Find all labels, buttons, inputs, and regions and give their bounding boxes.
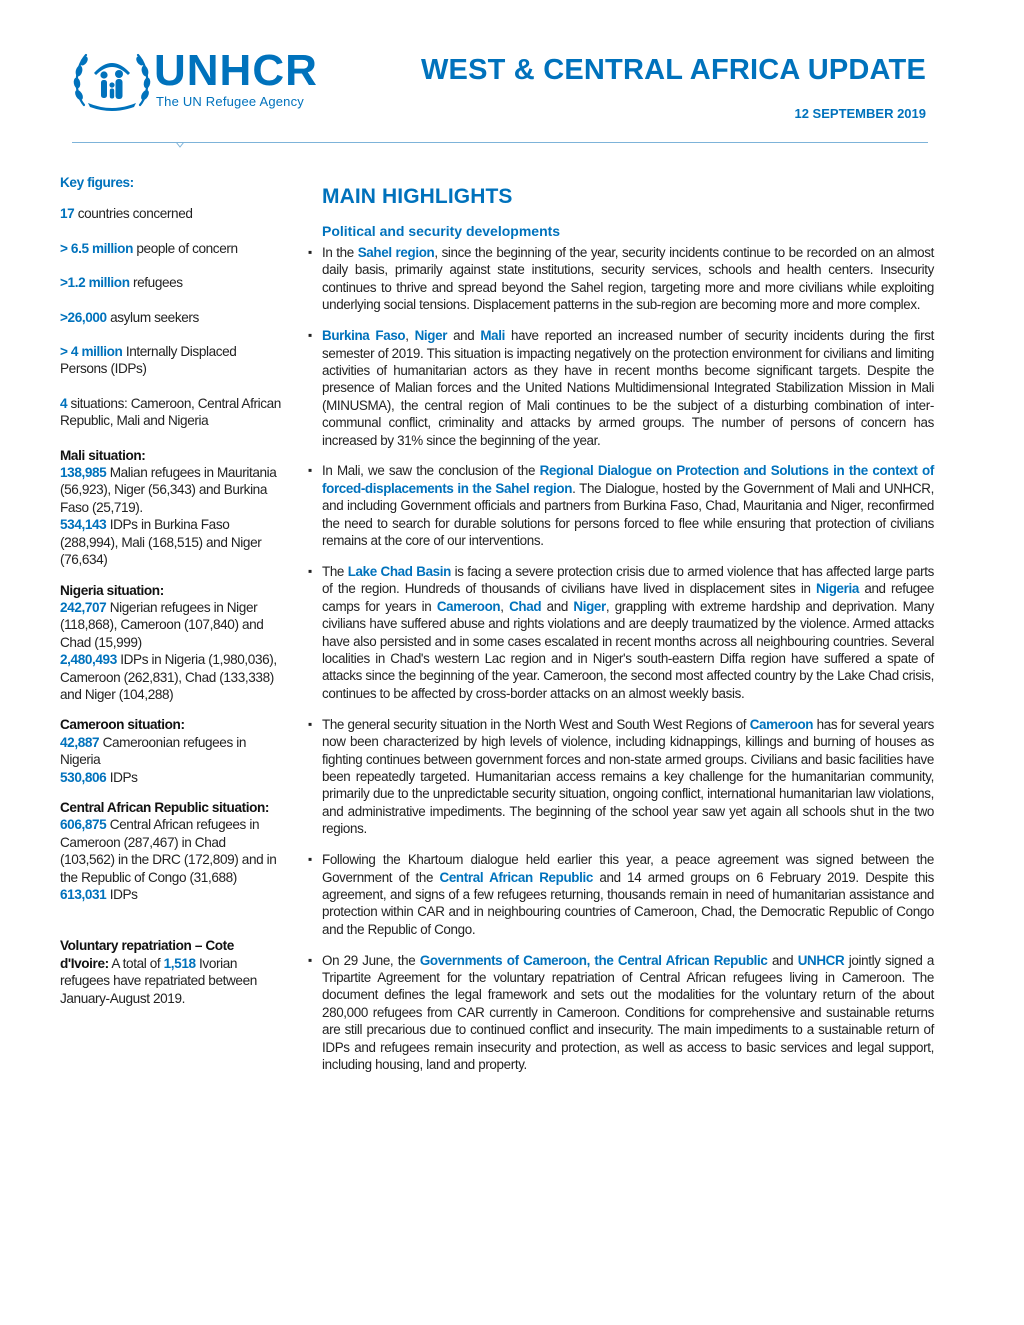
highlighted-term: Cameroon <box>749 716 814 732</box>
key-figure-value: >1.2 million <box>60 275 130 291</box>
key-figures-sidebar <box>60 172 282 1007</box>
paragraph-text: and 14 armed groups on 6 February 2019. Despite this agreement, and signs of a few refugees returning, thousands remain in need of humanitarian assistance and protection within CAR and in neighbouring countries of Cameroon, Chad, the Democratic Republic of Congo and the Republic of Congo. <box>322 869 935 937</box>
paragraph-text: has for several years now been characterized by high levels of violence, including kidnappings, killings and burning of houses as fighting continues between government forces and non-state armed groups. Civilians and basic facilities have been repeatedly targeted. Humanitarian access remains a key challenge for the humanitarian community, primarily due to the unpredictable security situation, ongoing conflict, international humanitarian law violations, and administrative impediments. The beginning of the school year saw yet again all schools shut in the two regions. <box>322 716 934 837</box>
logo-tagline: The UN Refugee Agency <box>156 94 305 109</box>
key-figure-item <box>60 205 282 222</box>
situation-title: Cameroon situation: <box>60 717 185 733</box>
situation-block <box>60 716 282 786</box>
logo-wordmark: UNHCR <box>154 46 318 95</box>
highlighted-term: Niger <box>573 598 606 614</box>
situation-line <box>60 734 282 769</box>
situation-value: 2,480,493 <box>60 652 117 668</box>
situation-text: IDPs in Nigeria (1,980,036), Cameroon (262,831), Chad (133,338) and Niger (104,288) <box>60 652 277 702</box>
bullet-square-icon: ▪ <box>308 463 312 478</box>
key-figure-label: Internally Displaced Persons (IDPs) <box>60 344 237 377</box>
paragraph-text: is facing a severe protection crisis due to armed violence that has affected large parts of the region. Hundreds of thousands of civilians have lived in displacement sites in <box>322 564 934 597</box>
key-figure-label: countries concerned <box>74 206 193 222</box>
situation-title: Central African Republic situation: <box>60 799 270 815</box>
paragraph-text: In Mali, we saw the conclusion of the <box>322 463 540 479</box>
paragraph-text: and refugee camps for years in <box>322 581 935 614</box>
key-figure-value: > 6.5 million <box>60 240 133 256</box>
section-subheading: Political and security developments <box>322 223 561 239</box>
repatriation-value: 1,518 <box>163 955 196 971</box>
repatriation-block <box>60 937 282 1007</box>
key-figure-value: 17 <box>60 206 75 222</box>
bullet-square-icon: ▪ <box>308 564 312 578</box>
section-title: MAIN HIGHLIGHTS <box>322 185 513 208</box>
bullet-square-icon: ▪ <box>308 245 312 259</box>
divider-notch-icon <box>176 142 184 148</box>
situation-text: IDPs in Burkina Faso (288,994), Mali (168,515) and Niger (76,634) <box>60 517 262 568</box>
key-figure-item <box>60 395 282 430</box>
situation-text: Central African refugees in Cameroon (287,467) in Chad (103,562) in the DRC (172,809) and in the Republic of Congo (31,688) <box>60 817 277 885</box>
paragraph-text: , <box>405 328 415 344</box>
paragraph-text: and <box>447 328 481 344</box>
paragraph-text: , <box>500 598 510 614</box>
situation-line <box>60 651 282 703</box>
paragraph-text: The general security situation in the North West and South West Regions of <box>322 716 750 732</box>
situation-line <box>60 886 282 903</box>
highlighted-term: Chad <box>509 598 542 614</box>
situation-line <box>60 464 282 516</box>
situation-text: IDPs <box>106 769 138 785</box>
repatriation-title: Voluntary repatriation – Cote d'Ivoire: <box>60 938 234 971</box>
highlighted-term: Burkina Faso <box>322 328 406 344</box>
document-title: WEST & CENTRAL AFRICA UPDATE <box>420 54 926 86</box>
paragraph-text: and <box>541 598 574 614</box>
paragraph-text: . The Dialogue, hosted by the Government of Mali and UNHCR, and including Government officials and partners from Burkina Faso, Chad, Mauritania and Niger, reconfirmed the need to search for durable solutions for persons forced to flee while ensuring that protection of civilians remains at the core of our interventions. <box>322 480 934 549</box>
key-figure-value: 4 <box>60 395 68 411</box>
laurel-family-emblem-icon <box>72 45 152 113</box>
repatriation-text-post: Ivorian refugees have repatriated between January-August 2019. <box>60 955 257 1006</box>
unhcr-logo <box>72 45 342 115</box>
bullet-square-icon: ▪ <box>308 716 312 731</box>
highlight-paragraph <box>308 952 934 1074</box>
main-highlights-section <box>308 185 935 1087</box>
key-figure-item <box>60 309 282 326</box>
document-date: 12 SEPTEMBER 2019 <box>794 106 926 121</box>
situation-line <box>60 599 282 651</box>
paragraph-text: and <box>767 952 798 968</box>
situation-value: 242,707 <box>60 599 107 615</box>
key-figure-value: > 4 million <box>60 344 123 360</box>
paragraph-text: have reported an increased number of security incidents during the first semester of 2019. This situation is impacting negatively on the protection environment for civilians and limiting activities of humanitarian actors as they have in recent months become significant targets. Despite the presence of Malian forces and the United Nations Multidimensional Integrated Stabilization Mission in Mali (MINUSMA), the central region of Mali continues to be the subject of a disturbing combination of inter-communal conflict, criminality and attacks by armed groups. The number of persons of concern has increased by 31% since the beginning of the year. <box>322 328 934 448</box>
highlighted-term: Lake Chad Basin <box>347 564 451 579</box>
paragraph-text: jointly signed a Tripartite Agreement for the voluntary repatriation of Central African refugees living in Cameroon. The document defines the legal framework and sets out the modalities for the voluntary return of the about 280,000 refugees from CAR currently in Cameroon. Conditions for comprehensive and sustainable returns are still precarious due to continued conflict and insecurity. The main impediments to a sustainable return of IDPs and refugees remain insecurity and protection, as well as access to basic services and legal support, including housing, land and property. <box>322 952 934 1073</box>
bullet-square-icon: ▪ <box>308 852 312 867</box>
situation-value: 530,806 <box>60 769 107 785</box>
paragraph-text: On 29 June, the <box>322 952 420 968</box>
situation-value: 606,875 <box>60 817 107 833</box>
highlighted-term: Nigeria <box>816 581 859 597</box>
repatriation-text-pre: A total of <box>108 955 164 971</box>
highlight-list <box>308 244 935 1073</box>
key-figure-label: asylum seekers <box>106 309 199 325</box>
situation-line <box>60 516 282 568</box>
situation-title: Nigeria situation: <box>60 582 164 598</box>
situation-value: 534,143 <box>60 517 107 533</box>
paragraph-text: In the <box>322 245 358 260</box>
highlighted-term: Mali <box>480 328 506 344</box>
highlighted-term: Governments of Cameroon, the Central African Republic <box>419 952 768 968</box>
situation-text: Nigerian refugees in Niger (118,868), Cameroon (107,840) and Chad (15,999) <box>60 599 264 650</box>
situation-block <box>60 799 282 903</box>
situation-value: 42,887 <box>60 734 100 750</box>
paragraph-text: , since the beginning of the year, security incidents continue to be recorded on an almost daily basis, primarily against state institutions, security services, schools and health centers. Insecurity continues to thrive and spread beyond the Sahel region, targeting more and more civilians while exploiting underlying social tensions. Displacement patterns in the sub-region are becoming more and more complex. <box>322 245 934 313</box>
situation-title: Mali situation: <box>60 447 146 463</box>
key-figure-label: situations: Cameroon, Central African Republic, Mali and Nigeria <box>60 395 281 429</box>
bullet-square-icon: ▪ <box>308 328 312 343</box>
highlighted-term: Sahel region <box>357 245 435 260</box>
situation-text: IDPs <box>106 887 138 902</box>
paragraph-text: The <box>322 564 348 579</box>
key-figures-title: Key figures: <box>60 175 134 190</box>
situation-line <box>60 769 282 786</box>
bullet-square-icon: ▪ <box>308 952 312 967</box>
key-figure-label: refugees <box>129 275 183 291</box>
situation-value: 613,031 <box>60 887 107 902</box>
situation-value: 138,985 <box>60 465 107 481</box>
highlighted-term: UNHCR <box>797 952 845 968</box>
highlight-paragraph <box>308 716 934 838</box>
highlighted-term: Niger <box>414 328 448 344</box>
highlight-paragraph <box>308 244 934 314</box>
paragraph-text: Following the Khartoum dialogue held earlier this year, a peace agreement was signed between the Government of the <box>322 852 934 885</box>
highlight-paragraph <box>308 462 934 549</box>
situation-text: Malian refugees in Mauritania (56,923), Niger (56,343) and Burkina Faso (25,719). <box>60 465 277 515</box>
key-figure-item <box>60 240 282 257</box>
situation-line <box>60 816 282 886</box>
key-figure-item <box>60 274 282 291</box>
highlight-paragraph <box>308 327 934 449</box>
key-figure-value: >26,000 <box>60 309 107 325</box>
situation-block <box>60 582 282 704</box>
highlighted-term: Central African Republic <box>439 869 593 885</box>
header-divider <box>72 142 928 143</box>
key-figure-label: people of concern <box>133 240 238 256</box>
situation-text: Cameroonian refugees in Nigeria <box>60 734 247 768</box>
page-header <box>0 0 1024 160</box>
highlight-paragraph <box>308 851 935 938</box>
highlighted-term: Cameroon <box>436 598 501 614</box>
highlighted-term: Regional Dialogue on Protection and Solutions in the context of forced-displacements in the Sahel region <box>322 463 934 496</box>
situation-block <box>60 447 282 569</box>
key-figure-item <box>60 343 282 378</box>
highlight-paragraph <box>308 563 935 702</box>
paragraph-text: , grappling with extreme hardship and deprivation. Many civilians have suffered abuse and rights violations and are deeply traumatized by the violence. Armed attacks have also persisted and in some cases escalated in recent months across all neighbouring countries. Several localities in Chad's western Lac region and in Niger's south-eastern Diffa region have suffered a spate of attacks since the beginning of the year. Cameroon, the second most affected country by the Lake Chad crisis, continues to be affected by cross-border attacks on an almost weekly basis. <box>322 598 934 701</box>
